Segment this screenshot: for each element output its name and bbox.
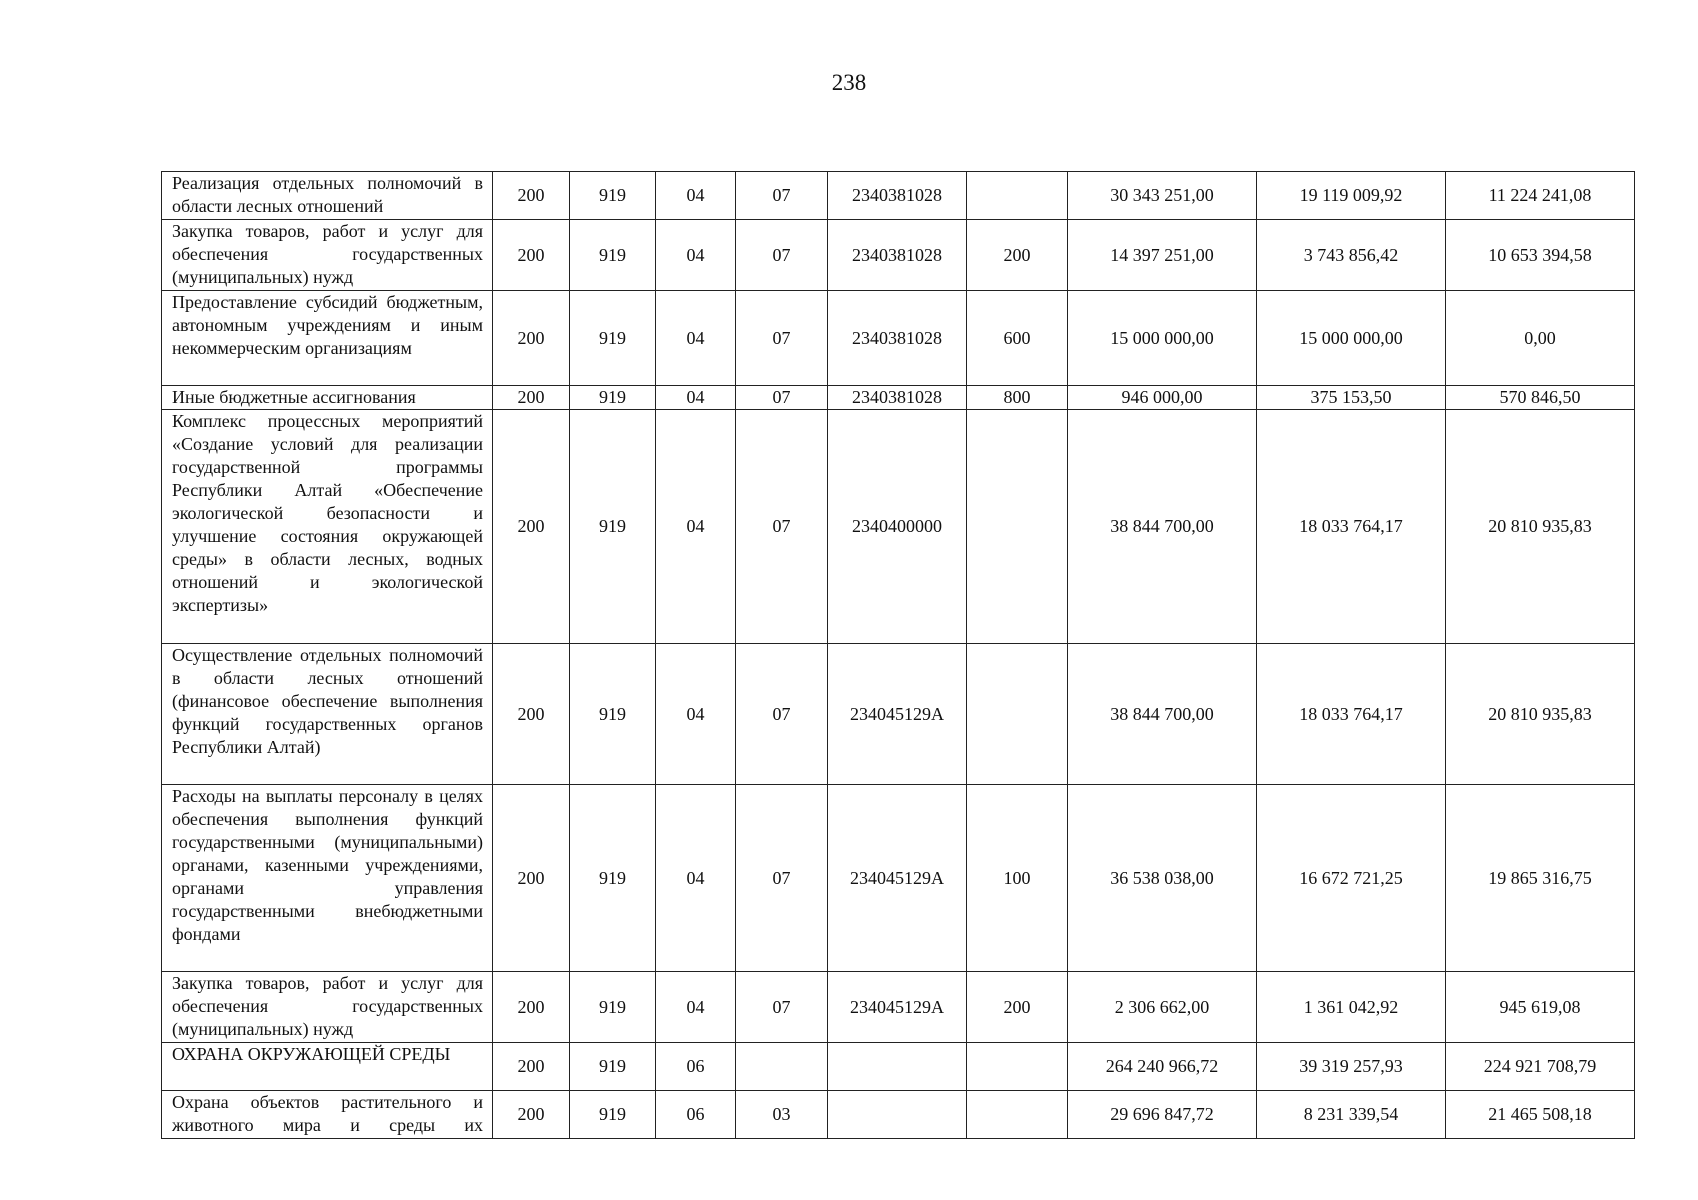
cell-amount-executed: 18 033 764,17 <box>1257 644 1446 785</box>
cell-amount-remaining: 19 865 316,75 <box>1446 785 1635 972</box>
cell-code: 200 <box>493 291 570 386</box>
cell-section: 06 <box>656 1091 736 1139</box>
cell-ministry: 919 <box>570 644 656 785</box>
cell-section: 04 <box>656 291 736 386</box>
cell-section: 06 <box>656 1043 736 1091</box>
cell-amount-remaining: 10 653 394,58 <box>1446 220 1635 291</box>
cell-ministry: 919 <box>570 386 656 410</box>
table-row <box>162 785 1635 972</box>
cell-amount-remaining: 20 810 935,83 <box>1446 410 1635 644</box>
cell-amount-remaining: 570 846,50 <box>1446 386 1635 410</box>
cell-amount-executed: 3 743 856,42 <box>1257 220 1446 291</box>
cell-target-article: 234045129А <box>828 785 967 972</box>
cell-amount-planned: 14 397 251,00 <box>1068 220 1257 291</box>
row-name: Осуществление отдельных полномочий в области лесных отношений (финансовое обеспечение выполнения функций государственных органов Республики Алтай) <box>162 644 493 785</box>
cell-expense-type: 600 <box>967 291 1068 386</box>
cell-amount-remaining: 0,00 <box>1446 291 1635 386</box>
cell-amount-executed: 8 231 339,54 <box>1257 1091 1446 1139</box>
cell-subsection: 07 <box>736 972 828 1043</box>
page-number: 238 <box>831 70 867 95</box>
cell-subsection: 07 <box>736 220 828 291</box>
row-name: Комплекс процессных мероприятий «Создание условий для реализации государственной программы Республики Алтай «Обеспечение экологической безопасности и улучшение состояния окружающей среды» в области лесных, водных отношений и экологической экспертизы» <box>162 410 493 644</box>
cell-amount-remaining: 11 224 241,08 <box>1446 172 1635 220</box>
table-row <box>162 1043 1635 1091</box>
cell-target-article <box>828 1091 967 1139</box>
cell-code: 200 <box>493 386 570 410</box>
cell-amount-planned: 29 696 847,72 <box>1068 1091 1257 1139</box>
cell-subsection <box>736 1043 828 1091</box>
cell-expense-type <box>967 1091 1068 1139</box>
cell-code: 200 <box>493 220 570 291</box>
table-row <box>162 644 1635 785</box>
row-name: Закупка товаров, работ и услуг для обеспечения государственных (муниципальных) нужд <box>162 220 493 291</box>
cell-amount-executed: 19 119 009,92 <box>1257 172 1446 220</box>
cell-ministry: 919 <box>570 291 656 386</box>
cell-code: 200 <box>493 972 570 1043</box>
row-name: ОХРАНА ОКРУЖАЮЩЕЙ СРЕДЫ <box>162 1043 493 1091</box>
cell-amount-planned: 946 000,00 <box>1068 386 1257 410</box>
cell-section: 04 <box>656 386 736 410</box>
cell-ministry: 919 <box>570 1043 656 1091</box>
cell-subsection: 07 <box>736 785 828 972</box>
cell-expense-type: 200 <box>967 220 1068 291</box>
row-name: Охрана объектов растительного и животного мира и среды их <box>162 1091 493 1139</box>
cell-target-article: 2340381028 <box>828 172 967 220</box>
cell-expense-type <box>967 410 1068 644</box>
cell-section: 04 <box>656 785 736 972</box>
table-row <box>162 386 1635 410</box>
cell-amount-planned: 15 000 000,00 <box>1068 291 1257 386</box>
cell-ministry: 919 <box>570 410 656 644</box>
table-row <box>162 1091 1635 1139</box>
table-row <box>162 410 1635 644</box>
cell-ministry: 919 <box>570 972 656 1043</box>
cell-expense-type <box>967 172 1068 220</box>
cell-amount-planned: 264 240 966,72 <box>1068 1043 1257 1091</box>
row-name: Предоставление субсидий бюджетным, автономным учреждениям и иным некоммерческим организациям <box>162 291 493 386</box>
cell-target-article: 2340381028 <box>828 291 967 386</box>
cell-expense-type <box>967 644 1068 785</box>
cell-subsection: 07 <box>736 291 828 386</box>
cell-amount-planned: 2 306 662,00 <box>1068 972 1257 1043</box>
cell-expense-type <box>967 1043 1068 1091</box>
cell-amount-planned: 38 844 700,00 <box>1068 644 1257 785</box>
row-name: Реализация отдельных полномочий в области лесных отношений <box>162 172 493 220</box>
cell-subsection: 03 <box>736 1091 828 1139</box>
cell-subsection: 07 <box>736 644 828 785</box>
cell-expense-type: 800 <box>967 386 1068 410</box>
cell-section: 04 <box>656 644 736 785</box>
cell-subsection: 07 <box>736 172 828 220</box>
row-name: Иные бюджетные ассигнования <box>162 386 493 410</box>
cell-code: 200 <box>493 644 570 785</box>
cell-amount-remaining: 21 465 508,18 <box>1446 1091 1635 1139</box>
row-name: Расходы на выплаты персоналу в целях обеспечения выполнения функций государственными (муниципальными) органами, казенными учреждениями, органами управления государственными внебюджетными фондами <box>162 785 493 972</box>
cell-target-article: 2340381028 <box>828 220 967 291</box>
budget-table <box>161 171 1635 1139</box>
table-row <box>162 220 1635 291</box>
row-name: Закупка товаров, работ и услуг для обеспечения государственных (муниципальных) нужд <box>162 972 493 1043</box>
table-row <box>162 291 1635 386</box>
cell-code: 200 <box>493 1091 570 1139</box>
cell-ministry: 919 <box>570 785 656 972</box>
cell-code: 200 <box>493 785 570 972</box>
cell-target-article: 2340400000 <box>828 410 967 644</box>
cell-amount-planned: 36 538 038,00 <box>1068 785 1257 972</box>
cell-amount-executed: 16 672 721,25 <box>1257 785 1446 972</box>
cell-subsection: 07 <box>736 386 828 410</box>
cell-target-article: 234045129А <box>828 972 967 1043</box>
cell-amount-executed: 1 361 042,92 <box>1257 972 1446 1043</box>
cell-subsection: 07 <box>736 410 828 644</box>
cell-expense-type: 100 <box>967 785 1068 972</box>
cell-amount-planned: 30 343 251,00 <box>1068 172 1257 220</box>
cell-expense-type: 200 <box>967 972 1068 1043</box>
cell-ministry: 919 <box>570 172 656 220</box>
table-row <box>162 972 1635 1043</box>
cell-section: 04 <box>656 220 736 291</box>
table-row <box>162 172 1635 220</box>
cell-code: 200 <box>493 172 570 220</box>
cell-amount-executed: 18 033 764,17 <box>1257 410 1446 644</box>
cell-target-article <box>828 1043 967 1091</box>
cell-target-article: 234045129А <box>828 644 967 785</box>
cell-amount-planned: 38 844 700,00 <box>1068 410 1257 644</box>
cell-ministry: 919 <box>570 220 656 291</box>
cell-amount-executed: 375 153,50 <box>1257 386 1446 410</box>
cell-section: 04 <box>656 410 736 644</box>
cell-amount-executed: 15 000 000,00 <box>1257 291 1446 386</box>
cell-section: 04 <box>656 172 736 220</box>
cell-amount-executed: 39 319 257,93 <box>1257 1043 1446 1091</box>
cell-amount-remaining: 224 921 708,79 <box>1446 1043 1635 1091</box>
cell-section: 04 <box>656 972 736 1043</box>
cell-ministry: 919 <box>570 1091 656 1139</box>
cell-amount-remaining: 945 619,08 <box>1446 972 1635 1043</box>
cell-code: 200 <box>493 410 570 644</box>
cell-target-article: 2340381028 <box>828 386 967 410</box>
cell-code: 200 <box>493 1043 570 1091</box>
cell-amount-remaining: 20 810 935,83 <box>1446 644 1635 785</box>
